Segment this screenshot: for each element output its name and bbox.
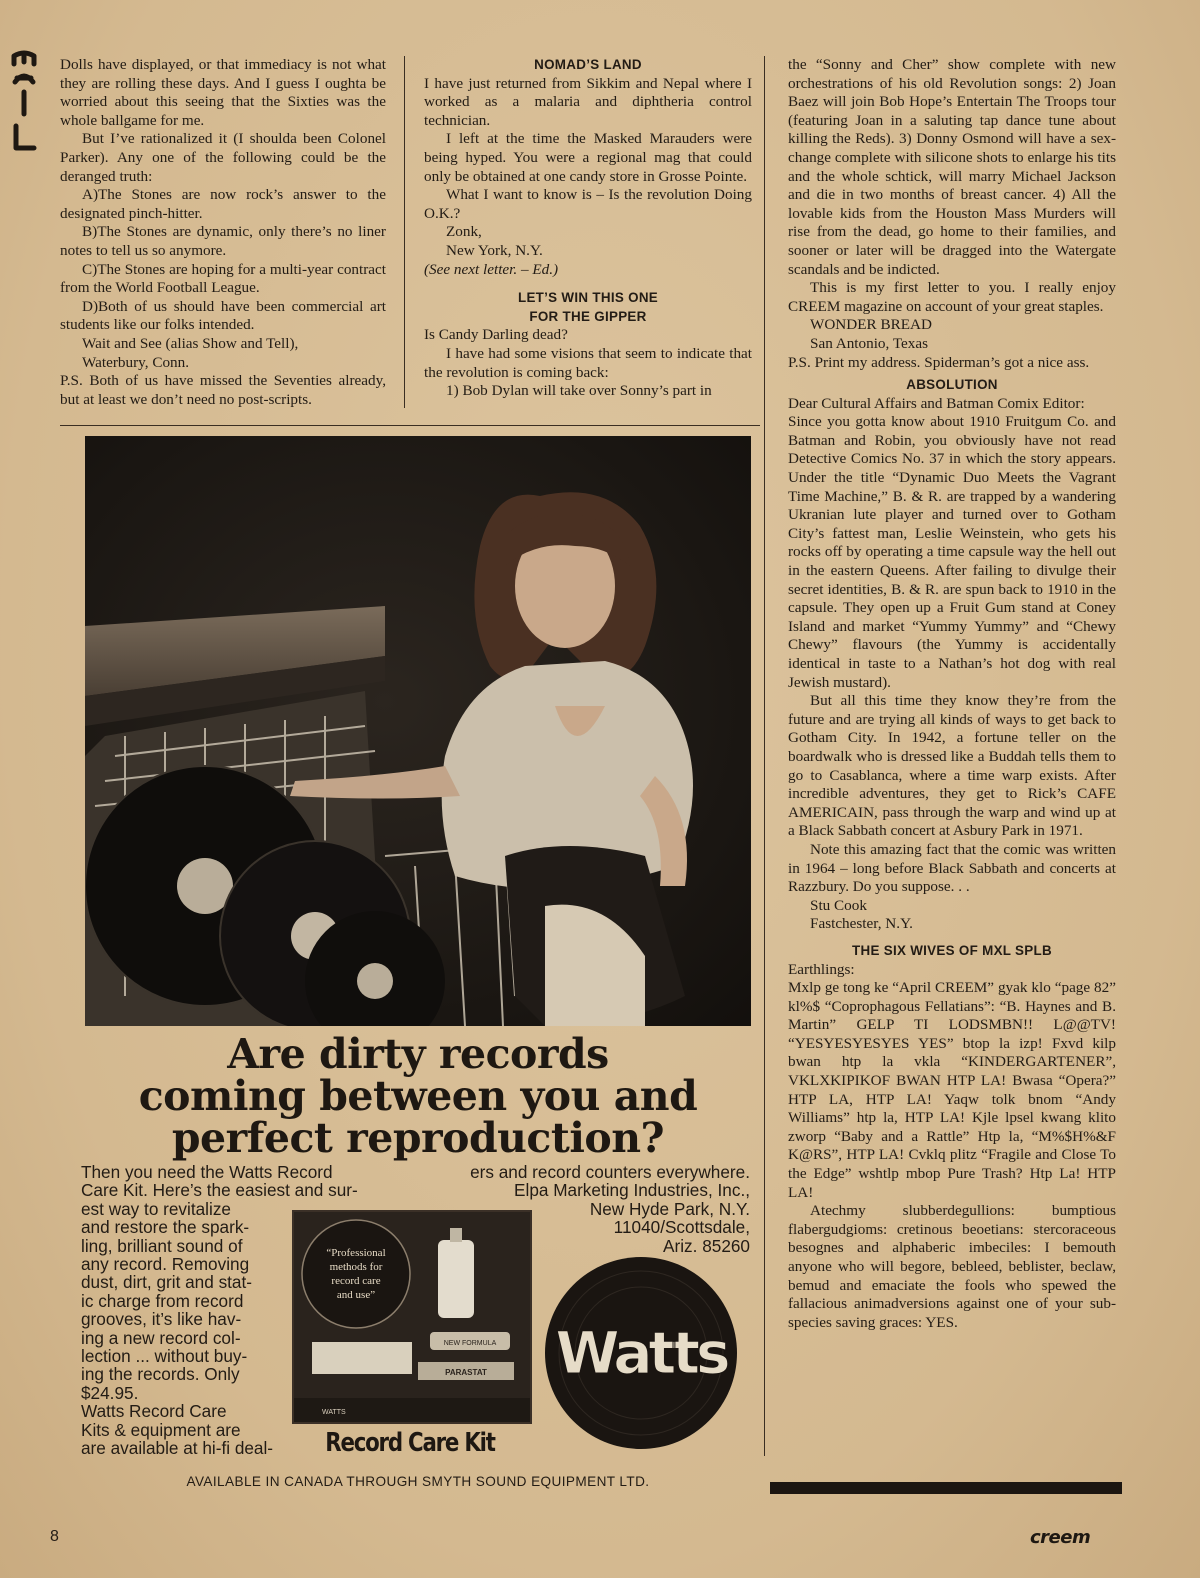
ad-body-line: New Hyde Park, N.Y. (589, 1198, 750, 1219)
ad-headline (85, 1030, 751, 1162)
svg-text:WATTS: WATTS (322, 1409, 346, 1416)
ad-body-line: dust, dirt, grit and stat- (81, 1272, 252, 1293)
ad-body-line: are available at hi-fi deal- (81, 1438, 274, 1459)
creem-footer-logo (1030, 1525, 1125, 1547)
section-divider (60, 425, 760, 426)
svg-text:and use”: and use” (336, 1289, 376, 1301)
letters-column-2 (424, 56, 752, 401)
letter-paragraph: Zonk, (446, 223, 482, 241)
ad-body-line: ic charge from record (81, 1290, 244, 1311)
ad-body-line: Elpa Marketing Industries, Inc., (514, 1180, 750, 1201)
letter-heading-gipper-1: LET’S WIN THIS ONE (517, 290, 659, 306)
ad-body-line: ing the records. Only (81, 1364, 240, 1385)
letter-paragraph: But all this time they know they’re from the future and are trying all kinds of ways to get back to Gotham City. In 1942, a fortune teller on the boardwalk who is dressed like a Buddah tells them to go to Casablanca, where a time warp exists. After incredible adventures, they get to Rick’s CAFE AMERICAIN, pass through the warp and wind up at a Black Sabbath concert at Asbury Park in 1971. (788, 692, 1116, 840)
letter-paragraph: B)The Stones are dynamic, only there’s no liner notes to tell us so anymore. (60, 223, 386, 259)
letter-paragraph: the “Sonny and Cher” show complete with new orchestrations of his old Revolution songs: 2) Joan Baez will join Bob Hope’s Entertain The Troops tour (featuring Joan in a saluting tap dance tune about killing the Reds). 3) Donny Osmond will have a sex-change complete with silicone shots to enlarge his tits and the whole schtick, will marry Michael Jackson and die in two months of breast cancer. 4) All the lovable kids from the Houston Mass Murders will rise from the dead, go home to their families, and sooner or later will be dragged into the Watergate scandals and be indicted. (788, 56, 1116, 278)
ad-body-line: grooves, it’s like hav- (81, 1309, 242, 1330)
svg-text:NEW FORMULA: NEW FORMULA (443, 1340, 497, 1347)
letters-column-1 (60, 56, 386, 409)
kit-caption: Record Care Kit (325, 1428, 495, 1458)
letter-paragraph: D)Both of us should have been commercial art students like our folks intended. (60, 297, 386, 334)
ad-body-line: 11040/Scottsdale, (613, 1217, 750, 1238)
ad-body-line: ing a new record col- (81, 1327, 241, 1348)
svg-text:creem: creem (1030, 1527, 1091, 1547)
letter-heading-nomads-land: NOMAD’S LAND (534, 57, 642, 72)
svg-text:“Professional: “Professional (326, 1247, 386, 1259)
letter-paragraph: I have had some visions that seem to indicate that the revolution is coming back: (424, 344, 752, 381)
letter-paragraph: Note this amazing fact that the comic was written in 1964 – long before Black Sabbath and concerts at Razzbury. Do you suppose. . . (788, 840, 1116, 896)
letter-paragraph: Fastchester, N.Y. (810, 915, 913, 933)
svg-text:Watts: Watts (555, 1319, 727, 1387)
letter-paragraph: What I want to know is – Is the revolution Doing O.K.? (424, 186, 752, 222)
letter-paragraph: C)The Stones are hoping for a multi-year contract from the World Football League. (60, 260, 386, 297)
letter-paragraph: P.S. Both of us have missed the Seventies already, but at least we don’t need no post-scripts. (60, 372, 386, 408)
letter-paragraph: Dear Cultural Affairs and Batman Comix Editor: (788, 394, 1085, 412)
ad-body-line: lection ... without buy- (81, 1346, 248, 1367)
letter-heading-absolution: ABSOLUTION (906, 377, 998, 393)
letter-paragraph: Mxlp ge tong ke “April CREEM” gyak klo “page 82” kl%$ “Coprophagous Fellatians”: “B. Haynes and B. Martin” GELP TI LODSMBN!! L@@TV! “YESYESYESYES YES” btop la izp! Fxvd kilp bwan htp la vkla “KINDERGARTENER”, VKLXKIPIKOF BWAN HTP LA! Bwasa “Opera?” HTP LA, HTP LA! Yaqw tolk bnom “Andy Williams” htp la, HTP LA! Kjle lpsel kwang klito zworp “Baby and a Rattle” Htp la, “M%$H%&F K@RS”, HTP LA! Cvklq plitz “Fragile and Close To the Edge” wshtlp mbop Pure Trash? Htp La! HTP LA! (788, 979, 1116, 1201)
letter-paragraph: This is my first letter to you. I really enjoy CREEM magazine on account of your great staples. (788, 279, 1116, 315)
record-care-kit-image (292, 1210, 532, 1424)
ad-body-line: Kits & equipment are (81, 1419, 241, 1440)
ad-body-line: Then you need the Watts Record (81, 1162, 333, 1182)
letter-paragraph: Since you gotta know about 1910 Fruitgum Co. and Batman and Robin, you obviously have not read Detective Comics No. 37 in which the story appears. Under the title “Dynamic Duo Meets the Vagrant Time Machine,” B. & R. are trapped by a wandering Ukranian lute player and turned over to Gotham City’s fattest man, Leslie Weinstein, who gets his rocks off by operating a time capsule way the hell out in the eastern Queens. After failing to divulge their secret identities, B. & R. are spun back to 1910 in the capsule. They open up a Fruit Gum stand at Coney Island and market “Yummy Yummy” and “Chewy Chewy” flavours (the Yummy is accidentally identical in taste to a Nathan’s hot dog with real Jewish mustard). (788, 413, 1116, 691)
ad-headline-line-1: Are dirty records (227, 1030, 609, 1078)
ad-body-line: Care Kit. Here’s the easiest and sur- (81, 1180, 358, 1201)
ad-photo (85, 436, 751, 1026)
letter-paragraph: 1) Bob Dylan will take over Sonny’s part in (446, 382, 712, 400)
ad-body-line: any record. Removing (81, 1254, 250, 1275)
letter-heading-six-wives: THE SIX WIVES OF MXL SPLB (852, 942, 1052, 958)
letter-paragraph: Stu Cook (810, 896, 867, 914)
column-divider (404, 56, 405, 408)
letter-paragraph: Earthlings: (788, 960, 855, 978)
letter-paragraph: San Antonio, Texas (810, 334, 929, 352)
ad-body-line: Ariz. 85260 (663, 1235, 750, 1256)
letter-paragraph: Dolls have displayed, or that immediacy is not what they are rolling these days. And I guess I oughta be worried about this seeing that the Sixties was the whole ballgame for me. (60, 56, 386, 129)
letter-paragraph: A)The Stones are now rock’s answer to the designated pinch-hitter. (60, 186, 386, 222)
column-end-bar (770, 1482, 1122, 1494)
page-number: 8 (50, 1528, 59, 1545)
ad-body-line: ers and record counters everywhere. (470, 1162, 750, 1182)
letter-paragraph: But I’ve rationalized it (I shoulda been Colonel Parker). Any one of the following could be the deranged truth: (60, 130, 386, 185)
letter-paragraph: New York, N.Y. (446, 241, 543, 259)
letter-paragraph: P.S. Print my address. Spiderman’s got a nice ass. (788, 353, 1090, 371)
canada-availability: AVAILABLE IN CANADA THROUGH SMYTH SOUND EQUIPMENT LTD. (186, 1474, 650, 1489)
ad-body-line: est way to revitalize (81, 1198, 231, 1219)
letter-paragraph: WONDER BREAD (810, 316, 932, 334)
ad-headline-line-2: coming between you and (138, 1072, 698, 1120)
svg-text:record care: record care (331, 1275, 381, 1287)
ad-body-line: ling, brilliant sound of (81, 1235, 243, 1256)
ad-body-line: and restore the spark- (81, 1217, 250, 1238)
ad-body-line: Watts Record Care (81, 1401, 227, 1422)
ad-headline-line-3: perfect reproduction? (171, 1114, 665, 1162)
column-divider (764, 56, 765, 1456)
ad-photo-illustration (85, 436, 751, 1026)
letter-paragraph: Atechmy slubberdegullions: bumptious flabergudgioms: cretinous beoetians: stercoraceous besognes and alphaberic imbeciles: I bemouth anyone who will begore, bebleed, beblister, beclaw, bemud and emaciate the fools who spewed the fallacious animadversions against one of your sub-species saving graces: YES. (788, 1202, 1116, 1331)
svg-text:methods for: methods for (329, 1261, 383, 1273)
letters-column-3 (788, 56, 1116, 1332)
letter-paragraph: (See next letter. – Ed.) (424, 260, 559, 278)
letter-paragraph: Wait and See (alias Show and Tell), (82, 334, 299, 352)
letter-paragraph: I have just returned from Sikkim and Nepal where I worked as a malaria and diphtheria control technician. (424, 74, 752, 129)
svg-text:PARASTAT: PARASTAT (445, 1368, 487, 1377)
ad-body-line: $24.95. (81, 1382, 139, 1403)
watts-logo-disc (543, 1255, 739, 1451)
letter-paragraph: I left at the time the Masked Marauders were being hyped. You were a regional mag that could only be obtained at one candy store in Grosse Pointe. (424, 130, 752, 185)
letter-paragraph: Is Candy Darling dead? (424, 326, 568, 344)
letter-paragraph: Waterbury, Conn. (82, 353, 190, 371)
letter-heading-gipper-2: FOR THE GIPPER (529, 308, 647, 324)
mail-section-logo (8, 48, 40, 158)
